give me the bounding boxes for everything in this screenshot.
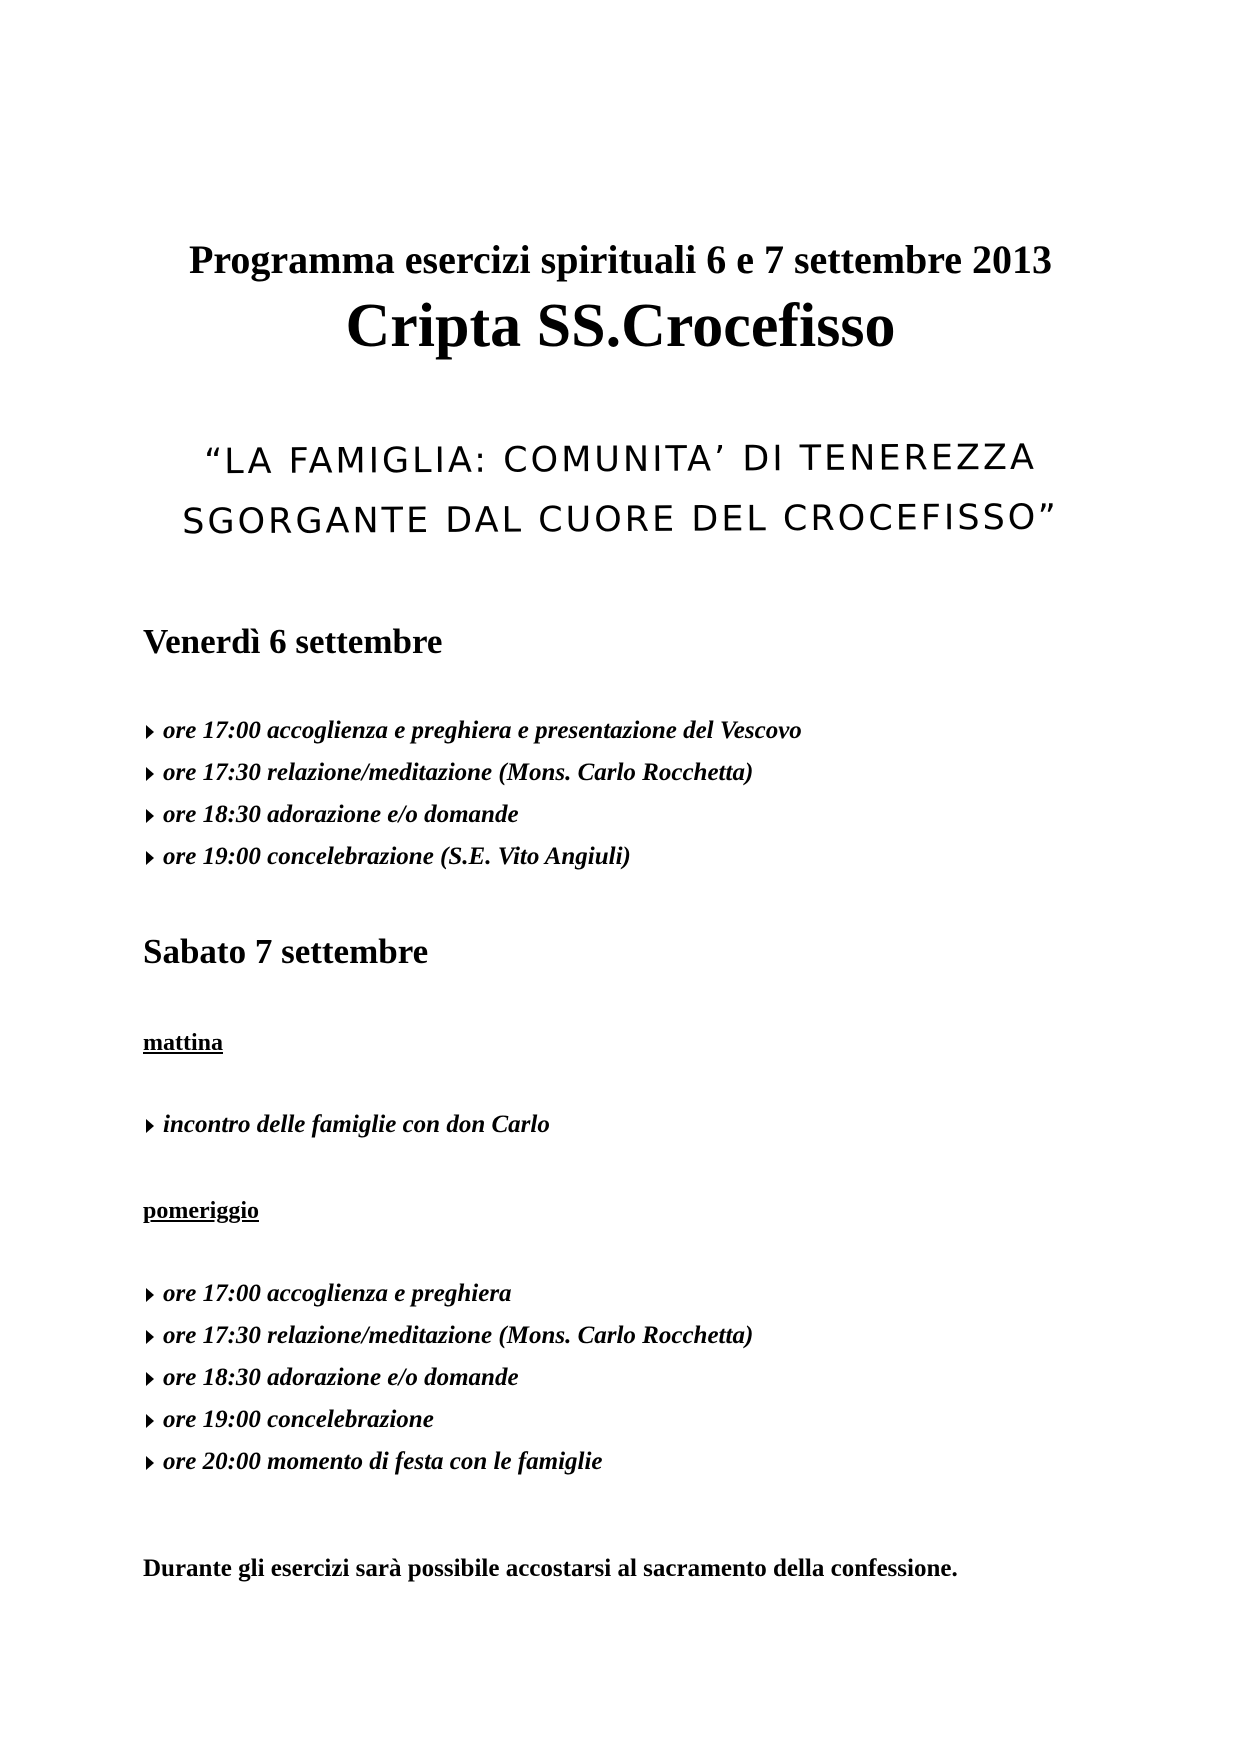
motto-line-2: SGORGANTE DAL CUORE DEL CROCEFISSO” [182,497,1059,543]
program-title: Programma esercizi spirituali 6 e 7 settembre 2013 [188,237,1053,282]
motto-line-1: “LA FAMIGLIA: COMUNITA’ DI TENEREZZA [204,437,1037,483]
triangle-bullet-icon [146,725,154,739]
saturday-heading: Sabato 7 settembre [143,932,429,971]
friday-item [146,800,519,830]
triangle-bullet-icon [146,1330,154,1344]
morning-subheading: mattina [143,1030,223,1056]
afternoon-item [146,1363,519,1393]
triangle-bullet-icon [146,1372,154,1386]
friday-item [146,758,753,788]
friday-heading: Venerdì 6 settembre [143,622,443,661]
friday-item-text: ore 18:30 adorazione e/o domande [163,801,519,828]
afternoon-item-text: ore 18:30 adorazione e/o domande [163,1364,519,1391]
triangle-bullet-icon [146,767,154,781]
triangle-bullet-icon [146,809,154,823]
afternoon-item-text: ore 19:00 concelebrazione [163,1406,434,1433]
afternoon-item-text: ore 20:00 momento di festa con le famiglie [163,1448,603,1475]
afternoon-item [146,1447,603,1477]
morning-item [146,1110,550,1140]
friday-item-text: ore 17:30 relazione/meditazione (Mons. Carlo Rocchetta) [163,759,754,786]
triangle-bullet-icon [146,1119,154,1133]
afternoon-item [146,1279,512,1309]
morning-item-text: incontro delle famiglie con don Carlo [163,1111,550,1138]
friday-item-text: ore 19:00 concelebrazione (S.E. Vito Angiuli) [163,843,631,870]
triangle-bullet-icon [146,1414,154,1428]
afternoon-item [146,1321,753,1351]
friday-item [146,716,802,746]
afternoon-subheading: pomeriggio [143,1198,259,1224]
triangle-bullet-icon [146,1288,154,1302]
friday-item-text: ore 17:00 accoglienza e preghiera e presentazione del Vescovo [163,717,802,744]
triangle-bullet-icon [146,1456,154,1470]
friday-item [146,842,631,872]
location-title: Cripta SS.Crocefisso [345,292,896,360]
afternoon-item-text: ore 17:00 accoglienza e preghiera [163,1280,512,1307]
afternoon-item-text: ore 17:30 relazione/meditazione (Mons. Carlo Rocchetta) [163,1322,754,1349]
triangle-bullet-icon [146,851,154,865]
afternoon-item [146,1405,434,1435]
confession-note: Durante gli esercizi sarà possibile accostarsi al sacramento della confessione. [143,1555,958,1582]
